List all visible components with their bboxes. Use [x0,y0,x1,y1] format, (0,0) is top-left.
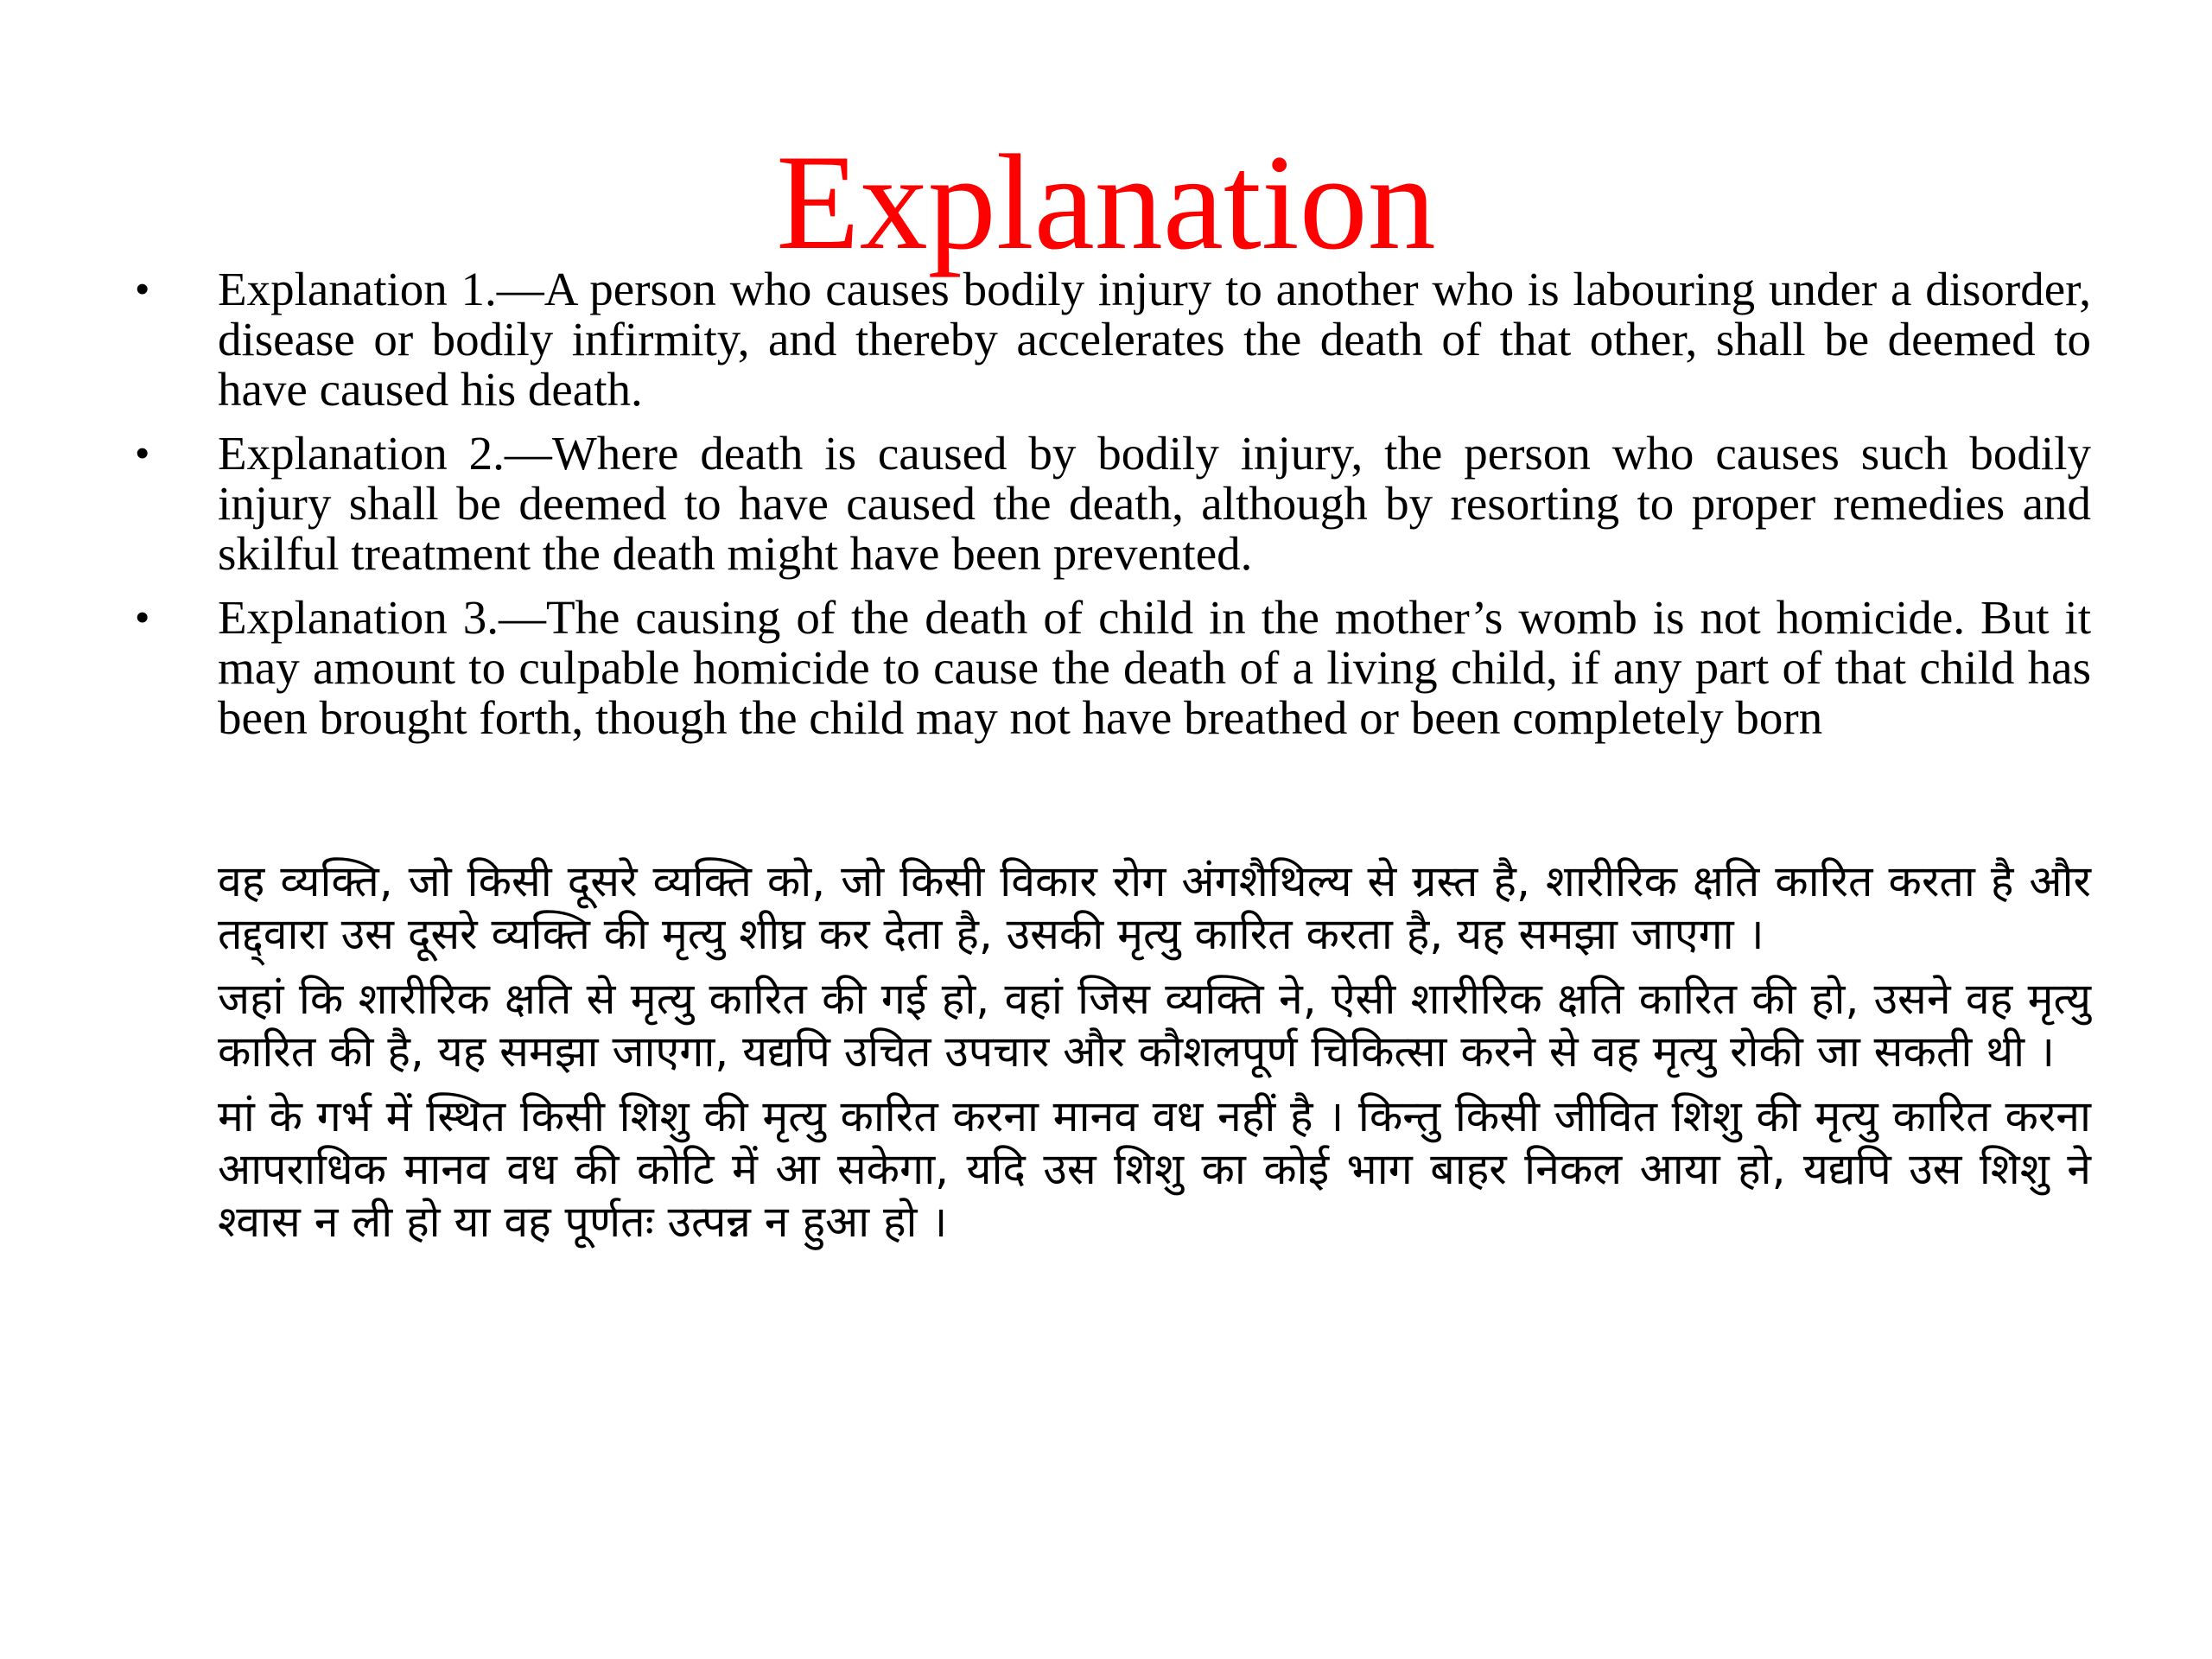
bullet-icon: • [136,268,149,310]
english-explanation-3-text: Explanation 3.—The causing of the death of child in the mother’s womb is not homicide. But it may amount to culpable homicide to cause the death of a living child, if any part of that child has been brought forth, though the child may not have breathed or been completely born [218,591,2091,744]
hindi-explanation-3: मां के गर्भ में स्थित किसी शिशु की मृत्यु कारित करना मानव वध नहीं है । किन्तु किसी जीवित शिशु की मृत्यु कारित करना आपराधिक मानव वध की कोटि में आ सकेगा, यदि उस शिशु का कोई भाग बाहर निकल आया हो, यद्यपि उस शिशु ने श्वास न ली हो या वह पूर्णतः उत्पन्न न हुआ हो । [218,1091,2091,1247]
english-explanation-2 [136,427,2091,580]
hindi-explanation-1: वह व्यक्ति, जो किसी दूसरे व्यक्ति को, जो किसी विकार रोग अंगशैथिल्य से ग्रस्त है, शारीरिक क्षति कारित करता है और तद्द्वारा उस दूसरे व्यक्ति की मृत्यु शीघ्र कर देता है, उसकी मृत्यु कारित करता है, यह समझा जाएगा । [218,856,2091,959]
english-explanation-1-text: Explanation 1.—A person who causes bodily injury to another who is labouring under a disorder, disease or bodily infirmity, and thereby accelerates the death of that other, shall be deemed to have caused his death. [218,263,2091,416]
english-explanation-3 [136,591,2091,744]
hindi-explanation-2: जहां कि शारीरिक क्षति से मृत्यु कारित की गई हो, वहां जिस व्यक्ति ने, ऐसी शारीरिक क्षति कारित की हो, उसने वह मृत्यु कारित की है, यह समझा जाएगा, यद्यपि उचित उपचार और कौशलपूर्ण चिकित्सा करने से वह मृत्यु रोकी जा सकती थी । [218,974,2091,1077]
english-explanation-1 [136,263,2091,416]
bullet-icon: • [136,596,149,639]
hindi-explanations [218,855,2091,1261]
bullet-icon: • [136,432,149,474]
english-explanations-list [136,263,2091,757]
slide-title: Explanation [776,127,1436,278]
english-explanation-2-text: Explanation 2.—Where death is caused by bodily injury, the person who causes such bodily injury shall be deemed to have caused the death, although by resorting to proper remedies and skilful treatment the death might have been prevented. [218,427,2091,580]
